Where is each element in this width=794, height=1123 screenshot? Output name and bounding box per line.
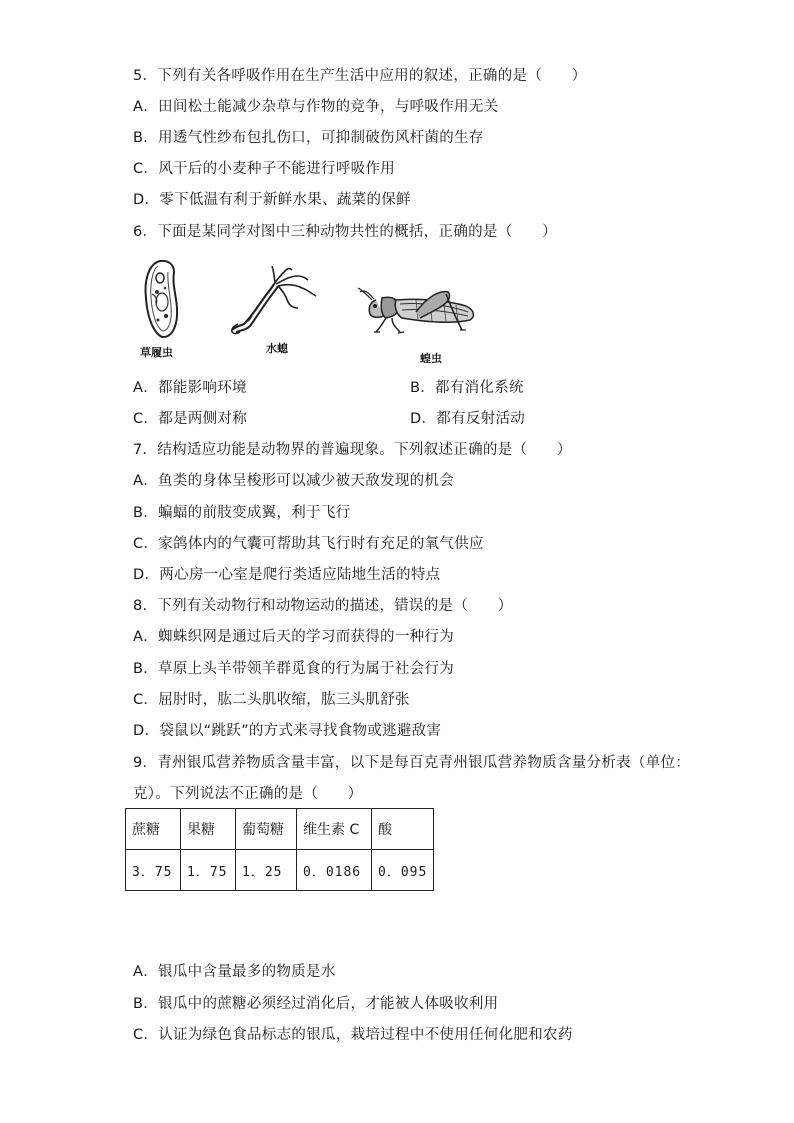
table-cell: 1．75 bbox=[181, 850, 236, 891]
table-row bbox=[126, 850, 434, 891]
hydra-illustration bbox=[228, 264, 320, 336]
q8-option-b: B．草原上头羊带领羊群觅食的行为属于社会行为 bbox=[133, 661, 455, 677]
q7-option-c: C．家鸽体内的气囊可帮助其飞行时有充足的氧气供应 bbox=[133, 536, 484, 552]
table-cell: 0．095 bbox=[372, 850, 434, 891]
q6-stem: 6．下面是某同学对图中三种动物共性的概括，正确的是（ ） bbox=[133, 224, 557, 240]
q9-option-c: C．认证为绿色食品标志的银瓜，栽培过程中不使用任何化肥和农药 bbox=[133, 1027, 573, 1043]
nutrition-table bbox=[125, 808, 434, 891]
q6-option-b: B．都有消化系统 bbox=[410, 380, 524, 396]
grasshopper-illustration bbox=[356, 286, 480, 338]
table-header-cell: 维生素 C bbox=[297, 809, 372, 850]
table-cell: 0．0186 bbox=[297, 850, 372, 891]
table-header-cell: 果糖 bbox=[181, 809, 236, 850]
q5-option-d: D．零下低温有利于新鲜水果、蔬菜的保鲜 bbox=[133, 192, 411, 208]
q8-option-a: A．蜘蛛织网是通过后天的学习而获得的一种行为 bbox=[133, 629, 455, 645]
table-header-cell: 蔗糖 bbox=[126, 809, 181, 850]
paramecium-illustration bbox=[138, 258, 188, 340]
q9-stem-line2: 克）。下列说法不正确的是（ ） bbox=[133, 786, 363, 802]
table-cell: 1．25 bbox=[236, 850, 297, 891]
q5-stem: 5．下列有关各呼吸作用在生产生活中应用的叙述，正确的是（ ） bbox=[133, 68, 587, 84]
table-header-cell: 酸 bbox=[372, 809, 434, 850]
q7-option-b: B．蝙蝠的前肢变成翼，利于飞行 bbox=[133, 505, 351, 521]
hydra-label: 水螅 bbox=[266, 342, 288, 355]
q9-option-b: B．银瓜中的蔗糖必须经过消化后，才能被人体吸收利用 bbox=[133, 996, 499, 1012]
q6-option-d: D．都有反射活动 bbox=[410, 411, 526, 427]
q5-option-a: A．田间松土能减少杂草与作物的竞争，与呼吸作用无关 bbox=[133, 99, 499, 115]
q7-option-d: D．两心房一心室是爬行类适应陆地生活的特点 bbox=[133, 567, 441, 583]
q7-option-a: A．鱼类的身体呈梭形可以减少被天敌发现的机会 bbox=[133, 473, 455, 489]
q9-stem-line1: 9．青州银瓜营养物质含量丰富，以下是每百克青州银瓜营养物质含量分析表（单位： bbox=[133, 755, 691, 771]
q8-stem: 8．下列有关动物行和动物运动的描述，错误的是（ ） bbox=[133, 598, 513, 614]
table-header-row bbox=[126, 809, 434, 850]
q6-option-a: A．都能影响环境 bbox=[133, 380, 247, 396]
q8-option-c: C．屈肘时，肱二头肌收缩，肱三头肌舒张 bbox=[133, 692, 410, 708]
q7-stem: 7．结构适应功能是动物界的普遍现象。下列叙述正确的是（ ） bbox=[133, 442, 572, 458]
table-header-cell: 葡萄糖 bbox=[236, 809, 297, 850]
grasshopper-label: 蝗虫 bbox=[420, 352, 442, 365]
q5-option-b: B．用透气性纱布包扎伤口，可抑制破伤风杆菌的生存 bbox=[133, 130, 484, 146]
paramecium-label: 草履虫 bbox=[140, 346, 173, 359]
q8-option-d: D．袋鼠以“跳跃”的方式来寻找食物或逃避敌害 bbox=[133, 723, 442, 739]
q9-option-a: A．银瓜中含量最多的物质是水 bbox=[133, 964, 336, 980]
q6-option-c: C．都是两侧对称 bbox=[133, 411, 248, 427]
q5-option-c: C．风干后的小麦种子不能进行呼吸作用 bbox=[133, 161, 396, 177]
table-cell: 3．75 bbox=[126, 850, 181, 891]
